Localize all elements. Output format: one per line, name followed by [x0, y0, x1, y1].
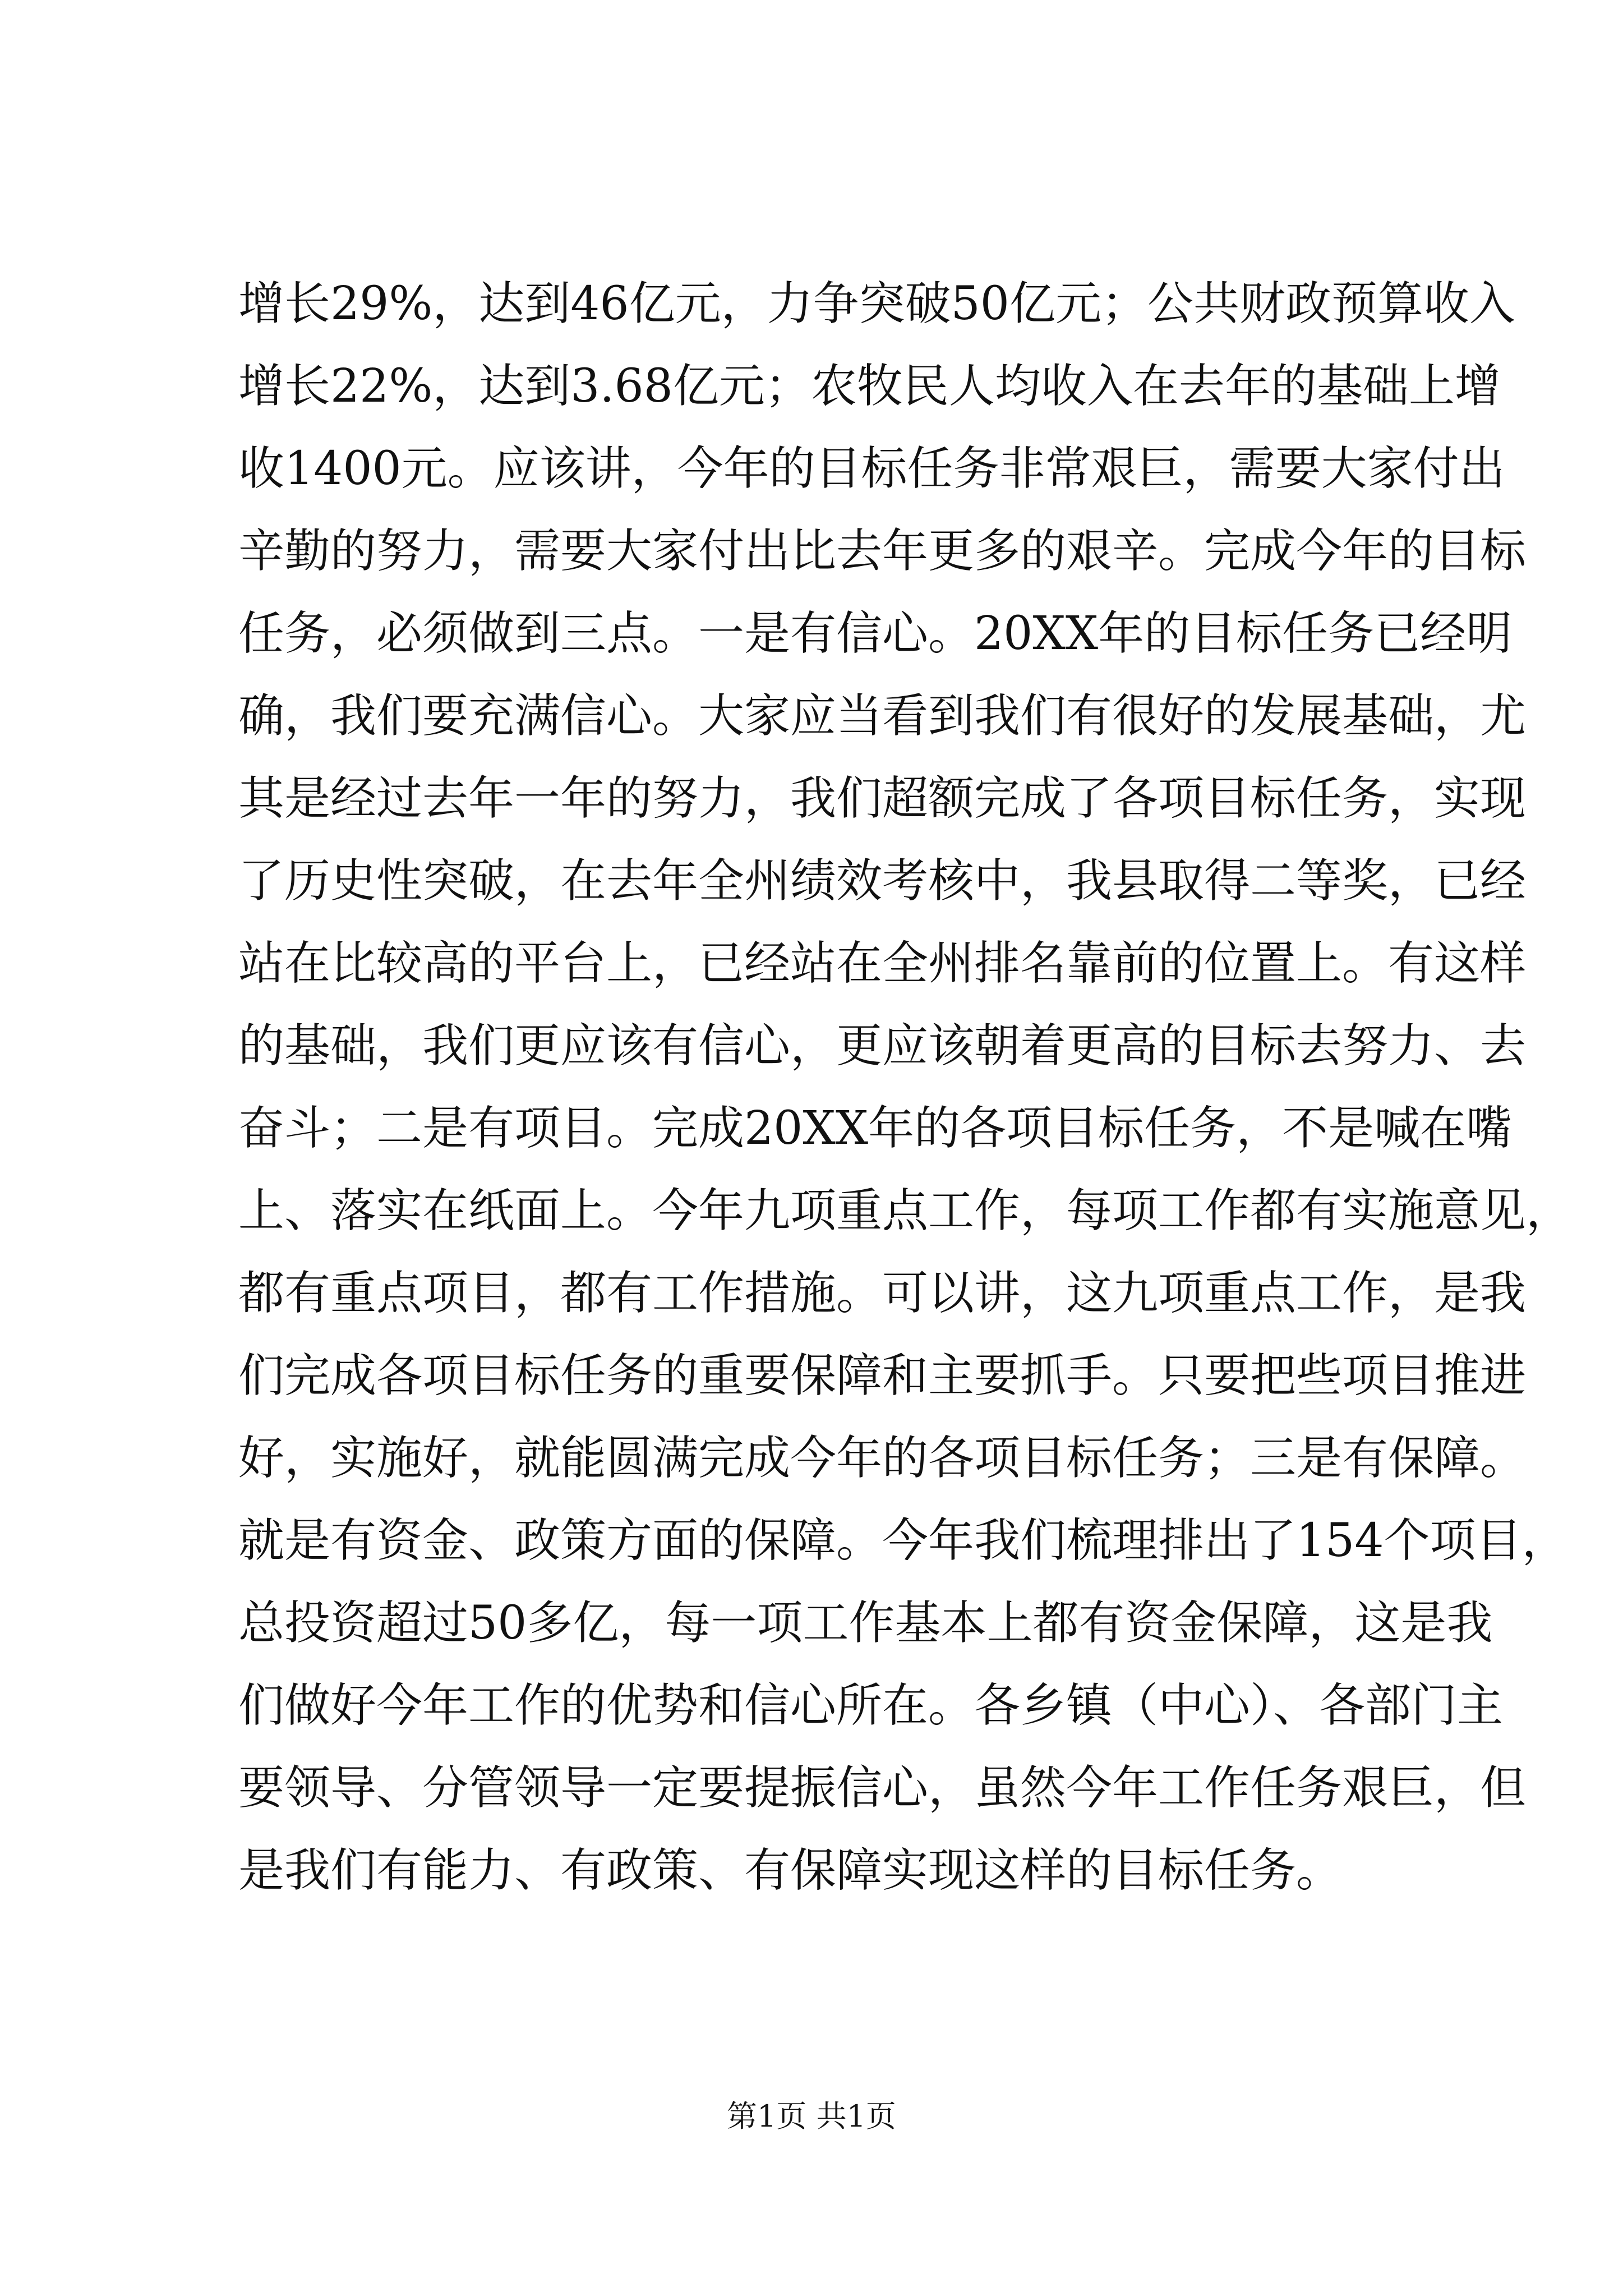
body-paragraph — [238, 263, 1573, 1912]
text-line: 收1400元。应该讲，今年的目标任务非常艰巨，需要大家付出 — [238, 442, 1505, 495]
page-number-footer: 第1页 共1页 — [727, 2099, 896, 2134]
text-line: 的基础，我们更应该有信心，更应该朝着更高的目标去努力、去 — [238, 1019, 1527, 1073]
text-line: 辛勤的努力，需要大家付出比去年更多的艰辛。完成今年的目标 — [238, 524, 1527, 578]
text-line: 是我们有能力、有政策、有保障实现这样的目标任务。 — [238, 1844, 1343, 1897]
text-line: 奋斗；二是有项目。完成20XX年的各项目标任务，不是喊在嘴 — [238, 1102, 1513, 1155]
text-line: 好，实施好，就能圆满完成今年的各项目标任务；三是有保障。 — [238, 1432, 1527, 1485]
text-line: 们做好今年工作的优势和信心所在。各乡镇（中心）、各部门主 — [238, 1679, 1504, 1732]
text-line: 就是有资金、政策方面的保障。今年我们梳理排出了154个项目， — [238, 1514, 1568, 1567]
text-line: 确，我们要充满信心。大家应当看到我们有很好的发展基础，尤 — [238, 689, 1527, 743]
text-line: 们完成各项目标任务的重要保障和主要抓手。只要把些项目推进 — [238, 1349, 1527, 1402]
text-line: 上、落实在纸面上。今年九项重点工作，每项工作都有实施意见， — [238, 1184, 1573, 1237]
text-line: 增长22%，达到3.68亿元；农牧民人均收入在去年的基础上增 — [238, 360, 1501, 413]
text-line: 总投资超过50多亿，每一项工作基本上都有资金保障，这是我 — [238, 1596, 1493, 1650]
text-line: 了历史性突破，在去年全州绩效考核中，我县取得二等奖，已经 — [238, 854, 1527, 908]
text-line: 站在比较高的平台上，已经站在全州排名靠前的位置上。有这样 — [238, 937, 1527, 990]
text-line: 其是经过去年一年的努力，我们超额完成了各项目标任务，实现 — [238, 772, 1527, 825]
text-line: 要领导、分管领导一定要提振信心，虽然今年工作任务艰巨，但 — [238, 1761, 1527, 1815]
text-line: 增长29%，达到46亿元，力争突破50亿元；公共财政预算收入 — [238, 277, 1515, 330]
text-line: 任务，必须做到三点。一是有信心。20XX年的目标任务已经明 — [238, 607, 1513, 660]
text-line: 都有重点项目，都有工作措施。可以讲，这九项重点工作，是我 — [238, 1267, 1527, 1320]
